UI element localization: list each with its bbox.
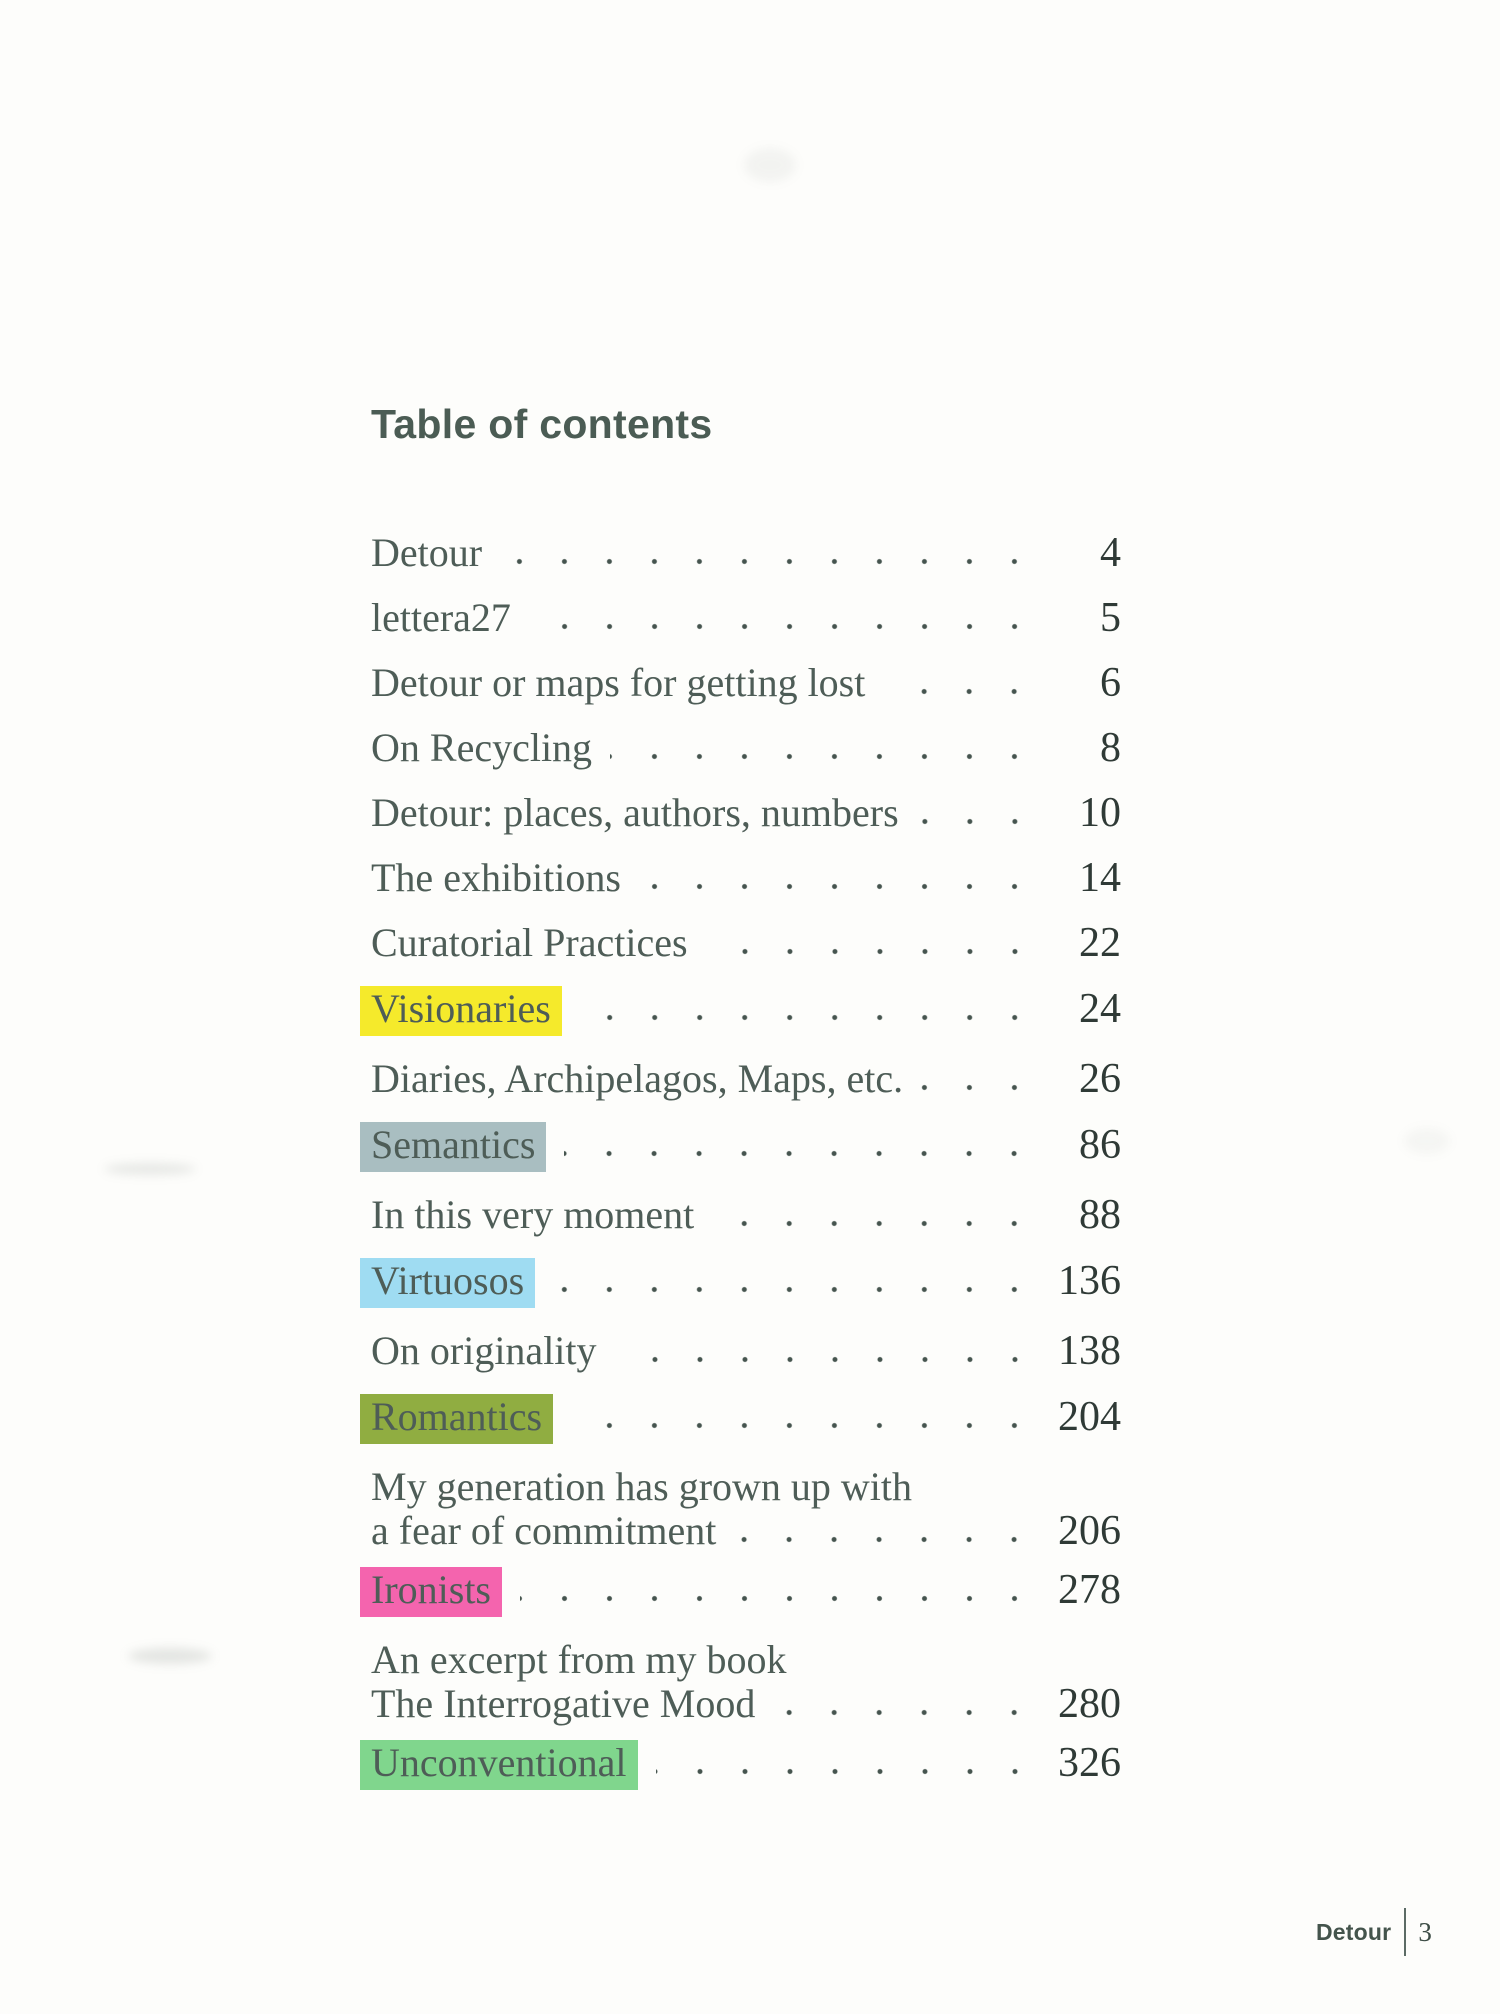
toc-entry-page-number: 136 bbox=[1058, 1258, 1121, 1304]
toc-entry-page-number: 86 bbox=[1079, 1122, 1121, 1168]
toc-entry-page-number: 24 bbox=[1079, 986, 1121, 1032]
toc-entry-page-number: 206 bbox=[1058, 1508, 1121, 1554]
dot-leader bbox=[639, 882, 1037, 891]
toc-entry-label: On originality bbox=[371, 1328, 597, 1373]
toc-entry bbox=[371, 726, 1121, 770]
toc-entry-label: Ironists bbox=[360, 1567, 502, 1617]
dot-leader bbox=[610, 752, 1037, 761]
dot-leader bbox=[773, 1708, 1037, 1717]
dot-leader bbox=[520, 1594, 1037, 1603]
dot-leader bbox=[571, 1421, 1037, 1430]
toc-entry-label: Virtuosos bbox=[360, 1258, 535, 1308]
toc-entry-page-number: 88 bbox=[1079, 1192, 1121, 1238]
toc-entry bbox=[371, 1258, 1121, 1308]
toc-entry-page-number: 26 bbox=[1079, 1056, 1121, 1102]
page-title: Table of contents bbox=[371, 401, 713, 447]
toc-entry-label: Visionaries bbox=[360, 986, 562, 1036]
dot-leader bbox=[580, 1013, 1037, 1022]
toc-entry bbox=[371, 791, 1121, 835]
toc-entry-page-number: 326 bbox=[1058, 1740, 1121, 1786]
toc-entry-label: The exhibitions bbox=[371, 855, 621, 900]
toc-entry bbox=[371, 596, 1121, 640]
toc-entry-label: Curatorial Practices bbox=[371, 920, 688, 965]
toc-entry bbox=[371, 1122, 1121, 1172]
toc-entry-page-number: 14 bbox=[1079, 855, 1121, 901]
toc-entry-page-number: 6 bbox=[1100, 660, 1121, 706]
scan-smudge bbox=[744, 148, 796, 182]
toc-entry bbox=[371, 921, 1121, 965]
toc-entry-first-line: My generation has grown up with bbox=[371, 1464, 913, 1509]
scan-smudge bbox=[128, 1648, 212, 1664]
dot-leader bbox=[500, 557, 1037, 566]
toc-entry bbox=[371, 986, 1121, 1036]
dot-leader bbox=[921, 1083, 1037, 1092]
table-of-contents bbox=[371, 531, 1121, 1811]
footer-book-title: Detour bbox=[1316, 1918, 1392, 1945]
toc-entry-page-number: 4 bbox=[1100, 530, 1121, 576]
toc-entry-label: Detour or maps for getting lost bbox=[371, 660, 866, 705]
dot-leader bbox=[615, 1355, 1037, 1364]
footer-page-number: 3 bbox=[1418, 1916, 1432, 1947]
toc-entry bbox=[371, 856, 1121, 900]
toc-entry bbox=[371, 661, 1121, 705]
toc-entry-page-number: 138 bbox=[1058, 1328, 1121, 1374]
dot-leader bbox=[734, 1535, 1037, 1544]
toc-entry-page-number: 5 bbox=[1100, 595, 1121, 641]
scan-smudge bbox=[104, 1163, 196, 1175]
toc-entry-page-number: 280 bbox=[1058, 1681, 1121, 1727]
dot-leader bbox=[883, 687, 1037, 696]
toc-entry bbox=[371, 1465, 1121, 1553]
toc-entry bbox=[371, 1567, 1121, 1617]
toc-entry-page-number: 204 bbox=[1058, 1394, 1121, 1440]
toc-entry-label: Semantics bbox=[360, 1122, 546, 1172]
page-footer bbox=[1316, 1908, 1432, 1956]
toc-entry bbox=[371, 1193, 1121, 1237]
scan-smudge bbox=[1404, 1128, 1450, 1154]
toc-entry bbox=[371, 1394, 1121, 1444]
toc-entry-label: Unconventional bbox=[360, 1740, 638, 1790]
toc-entry bbox=[371, 1057, 1121, 1101]
dot-leader bbox=[553, 1285, 1037, 1294]
toc-entry-page-number: 22 bbox=[1079, 920, 1121, 966]
toc-entry-page-number: 10 bbox=[1079, 790, 1121, 836]
toc-entry-page-number: 8 bbox=[1100, 725, 1121, 771]
toc-entry-label: Diaries, Archipelagos, Maps, etc. bbox=[371, 1056, 904, 1101]
toc-entry bbox=[371, 1638, 1121, 1726]
dot-leader bbox=[917, 817, 1037, 826]
toc-entry-label: The Interrogative Mood bbox=[371, 1681, 756, 1726]
footer-divider bbox=[1404, 1908, 1406, 1956]
toc-entry bbox=[371, 1740, 1121, 1790]
toc-entry-label: Detour bbox=[371, 530, 483, 575]
dot-leader bbox=[656, 1767, 1038, 1776]
toc-entry-label: In this very moment bbox=[371, 1192, 695, 1237]
dot-leader bbox=[529, 622, 1037, 631]
toc-entry-label: a fear of commitment bbox=[371, 1508, 717, 1553]
toc-entry-label: Romantics bbox=[360, 1394, 553, 1444]
toc-entry-first-line: An excerpt from my book bbox=[371, 1637, 787, 1682]
toc-entry-label: lettera27 bbox=[371, 595, 511, 640]
dot-leader bbox=[706, 947, 1037, 956]
toc-entry bbox=[371, 531, 1121, 575]
dot-leader bbox=[564, 1149, 1037, 1158]
toc-entry bbox=[371, 1329, 1121, 1373]
toc-entry-label: On Recycling bbox=[371, 725, 593, 770]
dot-leader bbox=[712, 1219, 1037, 1228]
toc-entry-label: Detour: places, authors, numbers bbox=[371, 790, 899, 835]
toc-entry-page-number: 278 bbox=[1058, 1567, 1121, 1613]
